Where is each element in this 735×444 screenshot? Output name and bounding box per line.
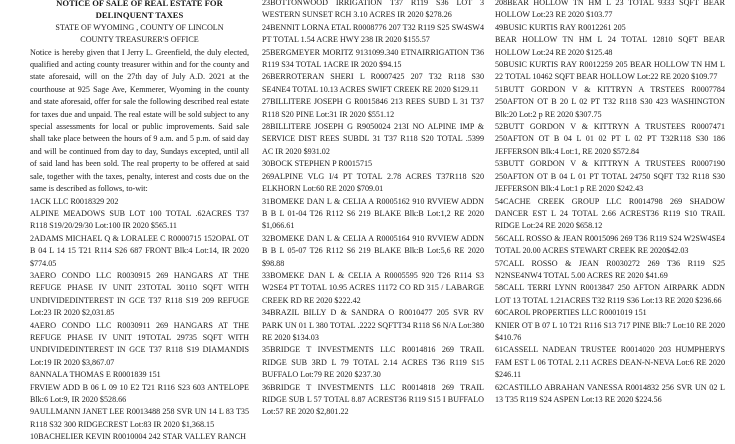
list-item: 54CACHE CREEK GROUP LLC R0014798 269 SHADOW DANCER EST L 24 TOTAL 2.66 ACREST36 R119 S10 TRAIL RIDGE Lot:24 RE 2020 $658.12 [495,196,725,231]
list-item: 36BRIDGE T INVESTMENTS LLC R0014818 269 TRAIL RIDGE SUB L 57 TOTAL 8.87 ACREST36 R119 S15 I BUFFALO Lot:57 RE 2020 $2,801.22 [262,382,484,417]
column-left [30,0,249,442]
list-item: 30BOCK STEPHEN P R0015715 [262,159,373,169]
list-item: 51BUTT GORDON V & KITTRYN A TRSTEES R0007784 250AFTON OT B 20 L 02 PT T32 R118 S30 423 WASHINGTON Blk:20 Lot:2 p RE 2020 $307.75 [495,84,725,119]
list-item: 50BUSIC KURTIS RAY R0012259 205 BEAR HOLLOW TN HM L 22 TOTAL 10462 SQFT BEAR HOLLOW Lot:22 RE 2020 $109.77 [495,60,725,82]
notice-title-line1: NOTICE OF SALE OF REAL ESTATE FOR [56,0,223,8]
list-item: 61CASSELL NADEAN TRUSTEE R0014020 203 HUMPHERYS FAM EST L 06 TOTAL 2.11 ACRES DEAN-N-NEVA Lot:6 RE 2020 $246.11 [495,345,725,380]
list-item: 27BILLITERE JOSEPH G R0015846 213 REES SUBD L 31 T37 R118 S20 PINE Lot:31 IR 2020 $551.12 [262,97,484,119]
list-item: 60CAROL PROPERTIES LLC R0001019 151 [495,308,647,318]
list-item: 10BACHELIER KEVIN R0010004 242 STAR VALLEY RANCH [30,432,246,442]
list-item: 23BOTTONWOOD IRRIGATION T37 R119 S36 LOT 3 WESTERN SUNSET RCH 3.10 ACRES IR 2020 $278.26 [262,0,484,20]
column-middle [262,0,484,417]
list-item: 35BRIDGE T INVESTMENTS LLC R0014816 269 TRAIL RIDGE SUB 3RD L 79 TOTAL 2.14 ACRES T36 R119 S15 BUFFALO Lot:79 RE 2020 $237.30 [262,345,484,380]
state-county-line: STATE OF WYOMING , COUNTY OF LINCOLN [55,22,224,32]
list-item: 2ADAMS MICHAEL Q & LORALEE C R0000715 152OPAL OT B 04 L 14 15 T21 R114 S26 687 FRONT Blk:4 Lot:14, IR 2020 $774.05 [30,233,249,268]
list-item: 56CALL ROSSO & JEAN R0015096 269 T36 R119 S24 W2SW4SE4 TOTAL 20.00 ACRES STEWART CREEK RE 2020$42.03 [495,233,725,256]
list-item: 3AERO CONDO LLC R0030915 269 HANGARS AT THE REFUGE PHASE IV UNIT 23TOTAL 30110 SQFT WITH UNDIVIDEDINTEREST IN GCE T37 R118 S19 209 REFUGE Lot:23 IR 2020 $2,031.85 [30,270,249,318]
list-item: 62CASTILLO ABRAHAN VANESSA R0014832 256 SVR UN 02 L 13 T35 R119 S24 ASPEN Lot:13 RE 2020 $224.56 [495,382,725,404]
notice-paragraph: Notice is hereby given that I Jerry L. Greenfield, the duly elected, qualified and acting county treasurer within and for the county and state aforesaid, will on the 27th day of July A.D. 2021 at the courthouse at 925 Sage Ave, Kemmerer, Wyoming in the county and state aforesaid, offer for sale the following described real estate for taxes due and unpaid. The real estate will be sold subject to any special assessments for local or public improvements. Said sale shall take place between the hours of 9 a.m. and 5 p.m. of said day and will be continued from day to day, Sundays excepted, until all of said land has been sold. The real property to be offered at said sale, together with the taxes, penalty, interest and costs due on the same is described as follows, to-wit: [30,47,249,194]
list-item: 25BERGMEYER MORITZ 9131099.340 ETNAIRRIGATION T36 R119 S34 TOTAL 1ACRE IR 2020 $94.15 [262,47,484,70]
list-item: ALPINE MEADOWS SUB LOT 100 TOTAL .62ACRES T37 R118 S19/20/29/30 Lot:100 IR 2020 $565.11 [30,208,249,231]
list-item: FRVIEW ADD B 06 L 09 10 E2 T21 R116 S23 603 ANTELOPE Blk:6 Lot:9, IR 2020 $528.66 [30,382,249,404]
list-item: KNIER OT B 07 L 10 T21 R116 S13 717 PINE Blk:7 Lot:10 RE 2020 $410.76 [495,320,725,342]
list-item: 32BOMEKE DAN L & CELIA A R0005164 910 RVVIEW ADDN B B L 05-07 T26 R112 S6 219 BLAKE Blk:B Lot:5,6 RE 2020 $98.88 [262,233,484,268]
notice-title-line2: DELINQUENT TAXES [95,10,184,21]
list-item: 34BRAZIL BILLY D & SANDRA O R0010477 205 SVR RV PARK UN 01 L 380 TOTAL .2222 SQFTT34 R118 S6 N/A Lot:380 RE 2020 $134.03 [262,308,484,342]
list-item: 31BOMEKE DAN L & CELIA A R0005162 910 RVVIEW ADDN B B L 01-04 T26 R112 S6 219 BLAKE Blk:B Lot:1,2 RE 2020 $1,066.61 [262,196,484,231]
list-item: 53BUTT GORDON V & KITTRYN A TRUSTEES R0007190 250AFTON OT B 04 L 01 PT TOTAL 24750 SQFT T32 R118 S30 JEFFERSON Blk:4 Lot:1 p RE 2020 $242.43 [495,159,725,194]
list-item: 28BILLITERE JOSEPH G R9050024 213I NO ALPINE IMP & SERVICE DIST REES SUBDL 31 T37 R118 S20 TOTAL .5399 AC IR 2020 $931.02 [262,122,484,156]
treasurer-office-line: COUNTY TREASURER'S OFFICE [80,35,199,45]
list-item: 4AERO CONDO LLC R0030911 269 HANGARS AT THE REFUGE PHASE IV UNIT 19TOTAL 29735 SQFT WITH UNDIVIDEDINTEREST IN GCE T37 R118 S19 DIAMANDIS Lot:19 IR 2020 $3,867.07 [30,320,249,367]
list-item: 58CALL TERRI LYNN R0013847 250 AFTON AIRPARK ADDN LOT 13 TOTAL 1.21ACRES T32 R119 S36 Lot:13 RE 2020 $236.66 [495,283,725,305]
list-item: BEAR HOLLOW TN HM L 24 TOTAL 12810 SQFT BEAR HOLLOW Lot:24 RE 2020 $125.48 [495,35,725,57]
list-item: 26BERROTERAN SHERI L R0007425 207 T32 R118 S30 SE4NE4 TOTAL 10.13 ACRES SWIFT CREEK RE 2020 $129.11 [262,72,484,94]
list-item: 208BEAR HOLLOW TN HM L 23 TOTAL 9333 SQFT BEAR HOLLOW Lot:23 RE 2020 $103.77 [495,0,725,20]
list-item: 49BUSIC KURTIS RAY R0012261 205 [495,22,626,32]
list-item: 9AULLMANN JANET LEE R0013488 258 SVR UN 14 L 83 T35 R118 S32 300 RIDGECREST Lot:83 IR 2020 $1,368.15 [30,407,249,429]
list-item: 1ACK LLC R0018329 202 [30,196,119,206]
list-item: 33BOMEKE DAN L & CELIA A R0005595 920 T26 R114 S3 W2SE4 PT TOTAL 10.95 ACRES 11172 CO RD 315 / LABARGE CREEK RD RE 2020 $222.42 [262,270,484,305]
list-item: 57CALL ROSSO & JEAN R0030272 269 T36 R119 S25 N2NSE4NW4 TOTAL 5.00 ACRES RE 2020 $41.69 [495,258,725,280]
list-item: 8ANNALA THOMAS E R0001839 151 [30,370,161,380]
column-right [495,0,725,403]
list-item: 52BUTT GORDON V & KITTRYN A TRUSTEES R0007471 250AFTON OT B 04 L 01 02 PT L 02 PT T32R118 S30 186 JEFFERSON Blk:4 Lot:1, RE 2020 $572.84 [495,122,725,156]
list-item: 24BENNIT LORNA ETAL R0008776 207 T32 R119 S25 SW4SW4 PT TOTAL 1.54 ACRE HWY 238 IR 2020 $155.57 [262,22,484,45]
list-item: 269ALPINE VLG I/4 PT TOTAL 2.78 ACRES T37R118 S20 ELKHORN Lot:60 RE 2020 $709.01 [262,171,484,194]
